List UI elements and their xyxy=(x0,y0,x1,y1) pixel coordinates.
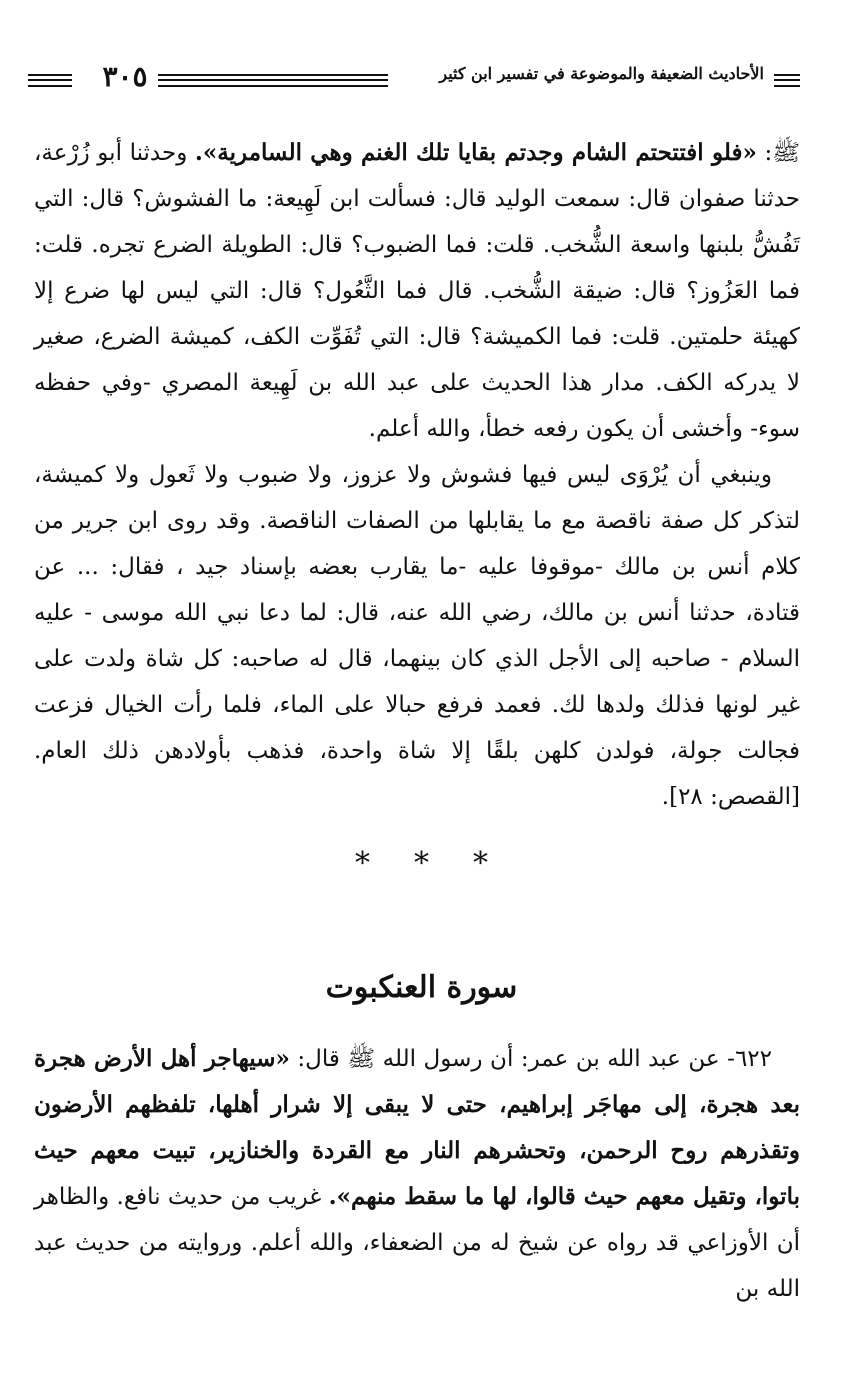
header-rule-left xyxy=(28,74,72,87)
running-header xyxy=(28,62,800,96)
paragraph-1 xyxy=(34,130,800,452)
section-separator xyxy=(0,846,843,881)
running-title: الأحاديث الضعيفة والموضوعة في تفسير ابن كثير xyxy=(439,64,764,83)
page-number: ٣٠٥ xyxy=(102,60,148,93)
section-two-text xyxy=(34,1036,800,1312)
paragraph-2: وينبغي أن يُرْوَى ليس فيها فشوش ولا عزوز، ولا ضبوب ولا ثَعول ولا كميشة، لتذكر كل صفة ناقصة مع ما يقابلها من الصفات الناقصة. وقد روى ابن جرير من كلام أنس بن مالك -موقوفا عليه -ما يقارب بعضه بإسناد جيد ، فقال: ... عن قتادة، حدثنا أنس بن مالك، رضي الله عنه، قال: لما دعا نبي الله موسى - عليه السلام - صاحبه إلى الأجل الذي كان بينهما، قال له صاحبه: كل شاة ولدت على غير لونها فذلك ولدها لك. فعمد فرفع حبالا على الماء، فلما رأت الخيال فزعت فجالت جولة، فولدن كلهن بلقًا إلا شاة واحدة، فذهب بأولادهن ذلك العام. [القصص: ٢٨]. xyxy=(34,462,801,810)
hadith-622-quote: «سيهاجر أهل الأرض هجرة بعد هجرة، إلى مهاجَر إبراهيم، حتى لا يبقى إلا شرار أهلها، تلفظهم الأرضون وتقذرهم روح الرحمن، وتحشرهم النار مع القردة والخنازير، تبيت معهم حيث باتوا، وتقيل معهم حيث قالوا، لها ما سقط منهم». xyxy=(34,1045,800,1210)
header-rule-middle xyxy=(158,74,388,87)
separator-star: * xyxy=(473,846,488,881)
paragraph-1-text: وحدثنا أبو زُرْعة، حدثنا صفوان قال: سمعت الوليد قال: فسألت ابن لَهِيعة: ما الفشوش؟ قال: التي تَفُشُّ بلبنها واسعة الشُّخب. قلت: فما الضبوب؟ قال: الطويلة الضرع تجره. قلت: فما العَزُوز؟ قال: ضيقة الشُّخب. قال فما الثَّعُول؟ قال: التي ليس لها ضرع إلا كهيئة حلمتين. قلت: فما الكميشة؟ قال: التي تُفَوِّت الكف، كميشة الضرع، صغير لا يدركه الكف. مدار هذا الحديث على عبد الله بن لَهِيعة المصري -وفي حفظه سوء- وأخشى أن يكون رفعه خطأ، والله أعلم. xyxy=(34,140,800,442)
hadith-quote: «فلو افتتحتم الشام وجدتم بقايا تلك الغنم وهي السامرية». xyxy=(194,139,757,166)
surah-heading: سورة العنكبوت xyxy=(325,970,518,1005)
header-rule-right xyxy=(774,74,800,87)
salutation-mark: ﷺ: xyxy=(756,140,800,166)
separator-star: * xyxy=(414,846,429,881)
hadith-622-commentary: غريب من حديث نافع. والظاهر أن الأوزاعي قد رواه عن شيخ له من الضعفاء، والله أعلم. وروايته من حديث عبد الله بن xyxy=(34,1184,800,1302)
hadith-622-intro: ٦٢٢- عن عبد الله بن عمر: أن رسول الله ﷺ قال: xyxy=(289,1046,773,1072)
separator-star: * xyxy=(355,846,370,881)
section-one-text xyxy=(34,130,800,820)
hadith-622 xyxy=(34,1036,800,1312)
